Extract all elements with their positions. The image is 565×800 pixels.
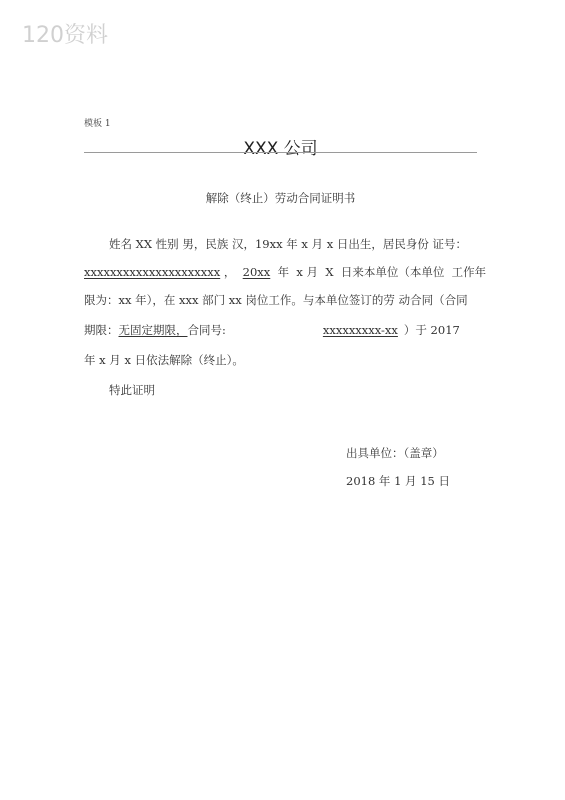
employment-text: 限为：xx 年），在 xxx 部门 xx 岗位工作。与本单位签订的劳 动合同（合同 — [84, 293, 468, 307]
contract-number: xxxxxxxxx-xx — [322, 323, 398, 337]
contract-number-label: 合同号: — [187, 323, 226, 337]
body-line-2 — [84, 264, 487, 280]
body-line-3 — [84, 292, 484, 308]
id-number: xxxxxxxxxxxxxxxxxxxxx — [84, 265, 221, 279]
issue-date: 2018 年 1 月 15 日 — [346, 474, 450, 488]
body-line-1 — [109, 236, 509, 252]
personal-info-text: 姓名 XX 性别 男，民族 汉，19xx 年 x 月 x 日出生，居民身份 证号： — [109, 237, 468, 251]
body-line-5 — [84, 352, 484, 368]
start-date-text: 年 x 月 X 日来本单位（本单位 工作年 — [270, 265, 487, 279]
body-line-4 — [84, 322, 484, 338]
company-title: XXX 公司 — [243, 139, 318, 159]
start-year: 20xx — [242, 265, 271, 279]
document-heading: 解除（终止）劳动合同证明书 — [205, 191, 356, 205]
certify-line — [109, 382, 509, 398]
certify-text: 特此证明 — [109, 383, 155, 397]
watermark: 120资料 — [22, 23, 108, 48]
separator: ， — [220, 265, 243, 279]
issuer-label: 出具单位：（盖章） — [346, 446, 444, 460]
contract-term: 无固定期限， — [118, 323, 188, 337]
end-year-text: ）于 2017 — [403, 323, 460, 337]
termination-date-text: 年 x 月 x 日依法解除（终止）。 — [84, 353, 244, 367]
template-label: 模板 1 — [84, 119, 111, 129]
term-label: 期限： — [84, 323, 119, 337]
title-divider — [84, 152, 477, 153]
